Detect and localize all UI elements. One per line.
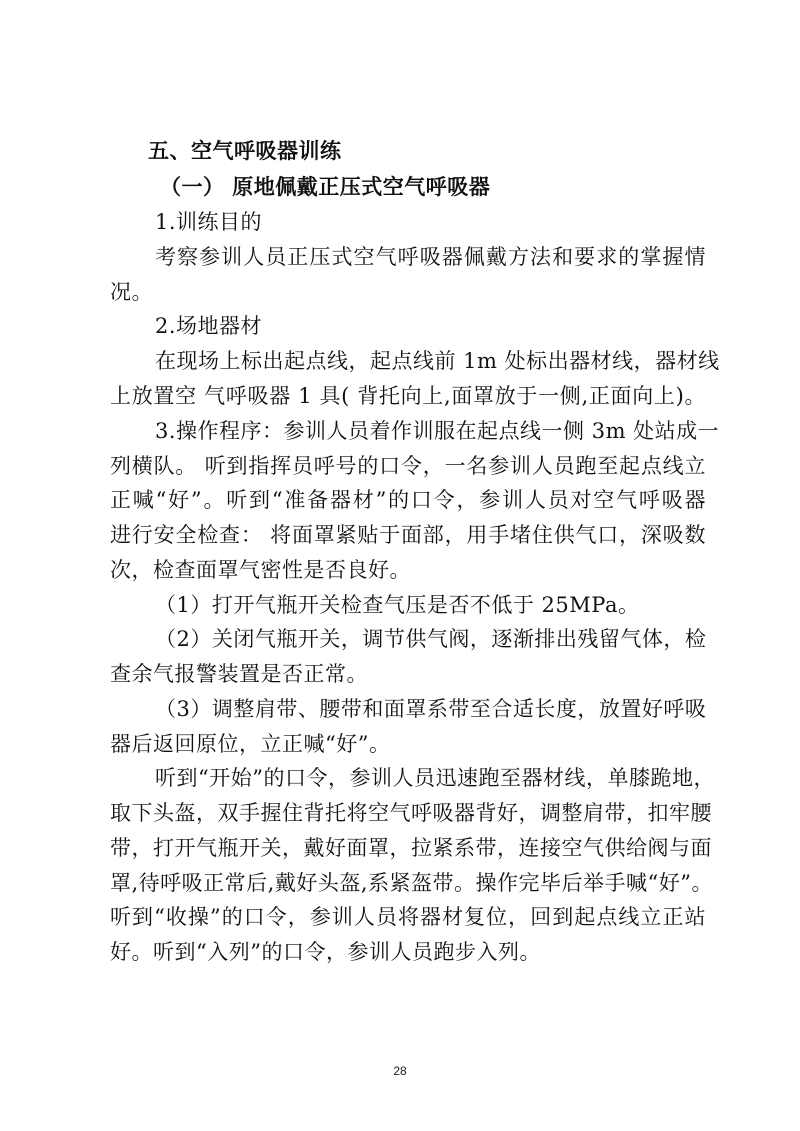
page-number: 28 [393,1064,407,1078]
operation-paragraph-line-4: 罩,待呼吸正常后,戴好头盔,系紧盔带。操作完毕后举手喊“好”。 [110,871,713,895]
procedure-line-3: 正喊“好”。听到“准备器材”的口令，参训人员对空气呼吸器 [110,488,706,512]
check-item-2-line-1: （2）关闭气瓶开关，调节供气阀，逐渐排出残留气体，检 [155,627,707,651]
training-purpose-title: 1.训练目的 [155,210,263,234]
venue-equipment-line-1: 在现场上标出起点线，起点线前 1m 处标出器材线，器材线 [155,349,720,373]
procedure-line-4: 进行安全检查： 将面罩紧贴于面部，用手堵住供气口，深吸数 [110,523,706,547]
training-purpose-line-2: 况。 [110,280,153,304]
operation-paragraph-line-5: 听到“收操”的口令，参训人员将器材复位，回到起点线立正站 [110,905,706,929]
check-item-3-line-1: （3）调整肩带、腰带和面罩系带至合适长度，放置好呼吸 [155,697,707,721]
procedure-line-1: 3.操作程序：参训人员着作训服在起点线一侧 3m 处站成一 [155,419,720,443]
operation-paragraph-line-3: 带，打开气瓶开关，戴好面罩，拉紧系带，连接空气供给阀与面 [110,836,712,860]
check-item-2-line-2: 查余气报警装置是否正常。 [110,662,368,686]
venue-equipment-line-2: 上放置空 气呼吸器 1 具( 背托向上,面罩放于一侧,正面向上)。 [110,384,706,408]
operation-paragraph-line-6: 好。听到“入列”的口令，参训人员跑步入列。 [110,940,541,964]
training-purpose-line-1: 考察参训人员正压式空气呼吸器佩戴方法和要求的掌握情 [155,245,706,269]
operation-paragraph-line-1: 听到“开始”的口令，参训人员迅速跑至器材线，单膝跪地， [155,766,715,790]
check-item-3-line-2: 器后返回原位，立正喊“好”。 [110,732,391,756]
subsection-heading: （一） 原地佩戴正压式空气呼吸器 [160,175,491,199]
operation-paragraph-line-2: 取下头盔，双手握住背托将空气呼吸器背好，调整肩带，扣牢腰 [110,801,712,825]
venue-equipment-title: 2.场地器材 [155,314,263,338]
procedure-line-2: 列横队。 听到指挥员呼号的口令，一名参训人员跑至起点线立 [110,454,706,478]
procedure-line-5: 次，检查面罩气密性是否良好。 [110,558,411,582]
check-item-1: （1）打开气瓶开关检查气压是否不低于 25MPa。 [155,593,640,617]
section-heading: 五、空气呼吸器训练 [148,139,342,163]
